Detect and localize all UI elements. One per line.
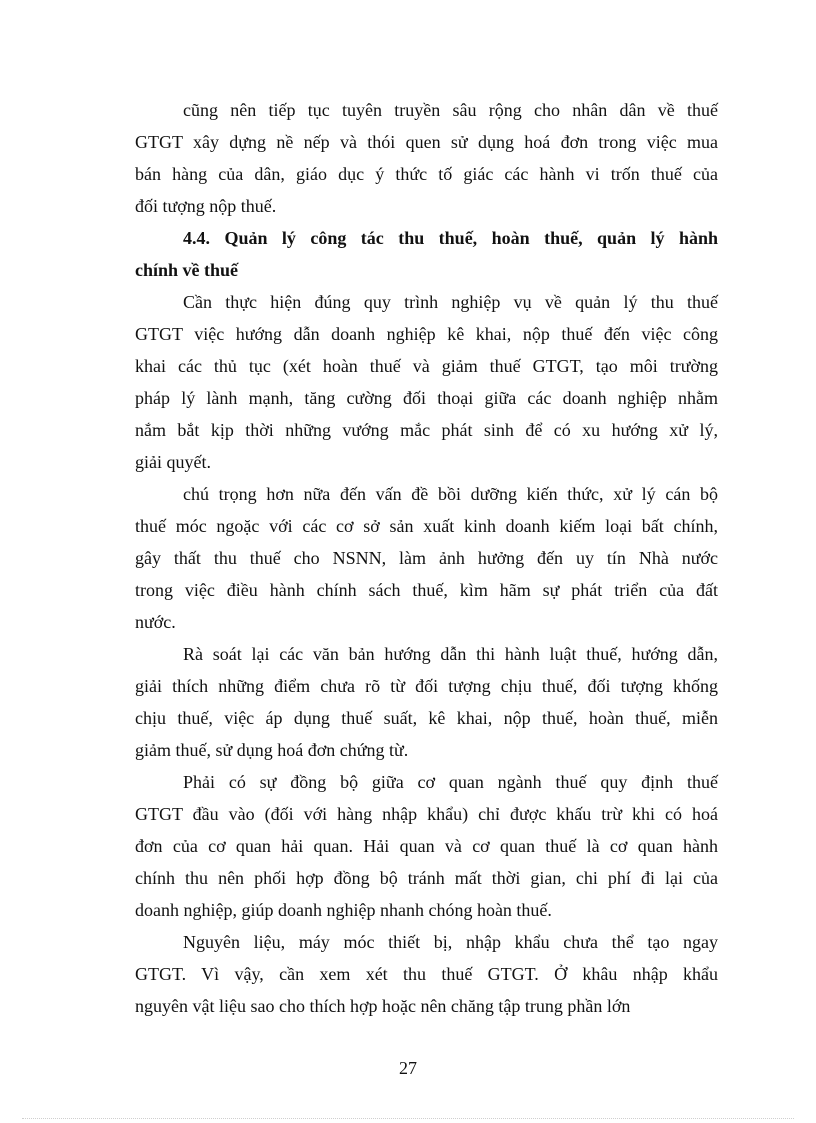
text-line: pháp lý lành mạnh, tăng cường đối thoại giữa các doanh nghiệp nhằm: [135, 388, 718, 408]
footer-divider: [22, 1118, 794, 1119]
text-line: gây thất thu thuế cho NSNN, làm ảnh hưởng đến uy tín Nhà nước: [135, 548, 718, 568]
text-line: trong việc điều hành chính sách thuế, kìm hãm sự phát triển của đất: [135, 580, 718, 600]
text-line: khai các thủ tục (xét hoàn thuế và giảm thuế GTGT, tạo môi trường: [135, 356, 718, 376]
heading-line: 4.4. Quản lý công tác thu thuế, hoàn thuế, quản lý hành: [183, 228, 718, 248]
text-line: giảm thuế, sử dụng hoá đơn chứng từ.: [135, 740, 409, 760]
text-line: doanh nghiệp, giúp doanh nghiệp nhanh chóng hoàn thuế.: [135, 900, 552, 920]
heading-line: chính về thuế: [135, 260, 239, 280]
paragraph-5: [135, 766, 718, 926]
paragraph-3: [135, 478, 718, 638]
paragraph-6: [135, 926, 718, 1022]
text-line: nắm bắt kịp thời những vướng mắc phát sinh để có xu hướng xử lý,: [135, 420, 718, 440]
text-line: đơn của cơ quan hải quan. Hải quan và cơ quan thuế là cơ quan hành: [135, 836, 718, 856]
text-line: Phải có sự đồng bộ giữa cơ quan ngành thuế quy định thuế: [183, 772, 718, 792]
text-line: nước.: [135, 612, 176, 632]
text-line: giải quyết.: [135, 452, 211, 472]
text-line: giải thích những điểm chưa rõ từ đối tượng chịu thuế, đối tượng khống: [135, 676, 718, 696]
text-line: chính thu nên phối hợp đồng bộ tránh mất thời gian, chi phí đi lại của: [135, 868, 718, 888]
text-line: GTGT xây dựng nề nếp và thói quen sử dụng hoá đơn trong việc mua: [135, 132, 718, 152]
text-line: nguyên vật liệu sao cho thích hợp hoặc nên chăng tập trung phần lớn: [135, 996, 631, 1016]
text-line: Nguyên liệu, máy móc thiết bị, nhập khẩu chưa thể tạo ngay: [183, 932, 718, 952]
text-line: GTGT việc hướng dẫn doanh nghiệp kê khai, nộp thuế đến việc công: [135, 324, 718, 344]
paragraph-4: [135, 638, 718, 766]
paragraph-1: [135, 94, 718, 222]
paragraph-2: [135, 286, 718, 478]
text-line: cũng nên tiếp tục tuyên truyền sâu rộng cho nhân dân về thuế: [183, 100, 718, 120]
text-line: GTGT đầu vào (đối với hàng nhập khẩu) chỉ được khấu trừ khi có hoá: [135, 804, 718, 824]
text-line: chịu thuế, việc áp dụng thuế suất, kê khai, nộp thuế, hoàn thuế, miễn: [135, 708, 718, 728]
text-line: bán hàng của dân, giáo dục ý thức tố giác các hành vi trốn thuế của: [135, 164, 718, 184]
text-line: thuế móc ngoặc với các cơ sở sản xuất kinh doanh kiếm loại bất chính,: [135, 516, 718, 536]
text-line: đối tượng nộp thuế.: [135, 196, 277, 216]
text-line: chú trọng hơn nữa đến vấn đề bồi dưỡng kiến thức, xử lý cán bộ: [183, 484, 718, 504]
section-heading: [135, 222, 718, 286]
text-line: Cần thực hiện đúng quy trình nghiệp vụ về quản lý thu thuế: [183, 292, 718, 312]
body-text: [135, 94, 718, 1022]
text-line: GTGT. Vì vậy, cần xem xét thu thuế GTGT. Ở khâu nhập khẩu: [135, 964, 718, 984]
text-line: Rà soát lại các văn bản hướng dẫn thi hành luật thuế, hướng dẫn,: [183, 644, 718, 664]
page-number: 27: [399, 1058, 417, 1078]
